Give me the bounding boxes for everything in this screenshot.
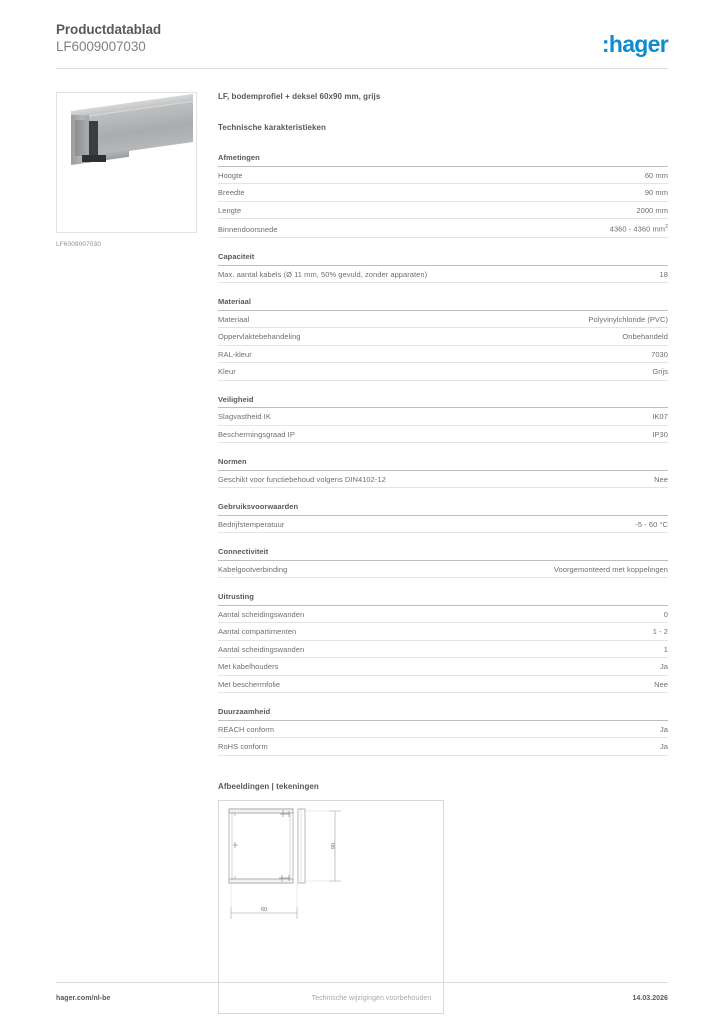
spec-value: Ja: [659, 742, 668, 751]
page-title: Productdatablad: [56, 22, 162, 37]
spec-value: 2000 mm: [636, 205, 668, 215]
spec-row: [218, 219, 668, 238]
spec-value-superscript: 2: [665, 224, 668, 230]
spec-row: [218, 311, 668, 329]
trunking-illustration: [65, 111, 193, 173]
spec-row: [218, 516, 668, 534]
spec-value: Nee: [654, 679, 668, 689]
footer-website[interactable]: hager.com/nl-be: [56, 995, 111, 1002]
footer-date: 14.03.2026: [632, 995, 668, 1002]
spec-group-title: Afmetingen: [218, 153, 668, 167]
footer-disclaimer: Technische wijzigingen voorbehouden: [311, 995, 432, 1002]
spec-label: Kleur: [218, 367, 236, 376]
spec-label: Oppervlaktebehandeling: [218, 332, 301, 341]
spec-row: [218, 167, 668, 185]
spec-label: RoHS conform: [218, 742, 268, 751]
spec-label: Binnendoorsnede: [218, 224, 278, 234]
footer-divider: [56, 982, 668, 983]
spec-group: [218, 252, 668, 283]
spec-group-title: Materiaal: [218, 297, 668, 311]
spec-label: Slagvastheid IK: [218, 412, 271, 421]
spec-value: [600, 223, 668, 234]
spec-row: [218, 426, 668, 444]
spec-label: Kabelgootverbinding: [218, 564, 288, 574]
spec-value: Ja: [659, 662, 668, 671]
spec-row: [218, 641, 668, 659]
spec-value: Polyvinylchloride (PVC): [588, 314, 668, 324]
spec-group-title: Gebruiksvoorwaarden: [218, 502, 668, 516]
spec-value: IP30: [652, 429, 668, 439]
spec-group: [218, 297, 668, 381]
spec-label: Materiaal: [218, 314, 250, 324]
spec-label: Max. aantal kabels (Ø 11 mm, 50% gevuld, zonder apparaten): [218, 269, 428, 279]
spec-group: [218, 592, 668, 693]
spec-group: [218, 395, 668, 444]
cross-section-drawing-svg: [219, 801, 443, 1013]
spec-group-title: Capaciteit: [218, 252, 668, 266]
spec-row: [218, 266, 668, 284]
header-divider: [56, 68, 668, 69]
spec-group: [218, 153, 668, 238]
product-reference: LF6009007030: [56, 39, 146, 54]
spec-row: [218, 202, 668, 220]
spec-row: [218, 561, 668, 579]
spec-group-title: Uitrusting: [218, 592, 668, 606]
product-image-caption: LF6009007030: [56, 241, 101, 248]
drawing-height-dimension: 90: [331, 842, 337, 849]
spec-value: 1 - 2: [652, 627, 668, 636]
spec-label: Geschikt voor functiebehoud volgens DIN4102-12: [218, 474, 386, 484]
spec-value: 90 mm: [644, 188, 668, 197]
spec-row: [218, 328, 668, 346]
spec-value: 7030: [651, 349, 668, 359]
spec-value: Onbehandeld: [622, 332, 668, 341]
spec-label: Bedrijfstemperatuur: [218, 519, 285, 529]
spec-group: [218, 457, 668, 488]
spec-label: Beschermingsgraad IP: [218, 429, 295, 439]
spec-value: Grijs: [652, 367, 668, 376]
spec-value: 60 mm: [644, 170, 668, 180]
product-figure: [56, 92, 197, 248]
spec-label: RAL-kleur: [218, 349, 252, 359]
spec-label: Aantal scheidingswanden: [218, 609, 305, 619]
spec-value: 18: [659, 269, 668, 279]
trunking-divider-foot: [82, 155, 106, 162]
spec-value: Nee: [654, 474, 668, 484]
spec-value: -5 - 60 °C: [635, 519, 668, 529]
spec-group: [218, 547, 668, 578]
spec-row: [218, 346, 668, 364]
trunking-end-cavity: [75, 120, 86, 156]
spec-group-title: Normen: [218, 457, 668, 471]
spec-label: Aantal compartimenten: [218, 627, 297, 636]
trunking-divider-wall: [89, 121, 98, 159]
spec-row: [218, 606, 668, 624]
spec-value: 1: [663, 644, 668, 654]
spec-row: [218, 408, 668, 426]
product-name: LF, bodemprofiel + deksel 60x90 mm, grijs: [218, 92, 381, 101]
spec-value: 0: [663, 609, 668, 619]
spec-row: [218, 363, 668, 381]
spec-group: [218, 707, 668, 756]
spec-label: Breedte: [218, 188, 245, 197]
spec-group-title: Duurzaamheid: [218, 707, 668, 721]
spec-value-text: 4360 - 4360 mm: [609, 224, 666, 234]
technical-characteristics-title: Technische karakteristieken: [218, 123, 326, 132]
spec-label: REACH conform: [218, 724, 275, 734]
spec-value: IK07: [652, 412, 668, 421]
spec-value: Voorgemonteerd met koppelingen: [553, 564, 668, 574]
spec-group-title: Veiligheid: [218, 395, 668, 409]
spec-groups: [218, 153, 668, 756]
spec-row: [218, 658, 668, 676]
spec-row: [218, 184, 668, 202]
spec-label: Hoogte: [218, 170, 243, 180]
spec-group: [218, 502, 668, 533]
drawing-width-dimension: 60: [260, 906, 268, 913]
spec-group-title: Connectiviteit: [218, 547, 668, 561]
spec-row: [218, 738, 668, 756]
spec-label: Met kabelhouders: [218, 662, 279, 671]
spec-label: Aantal scheidingswanden: [218, 644, 305, 654]
spec-row: [218, 676, 668, 694]
spec-row: [218, 471, 668, 489]
product-image: [56, 92, 197, 233]
spec-value: Ja: [659, 724, 668, 734]
drawings-title: Afbeeldingen | tekeningen: [218, 781, 319, 791]
specifications-column: [218, 92, 668, 1014]
spec-label: Met beschermfolie: [218, 679, 281, 689]
hager-logo: :hager: [601, 31, 668, 57]
spec-label: Lengte: [218, 205, 242, 215]
drawings-section: [218, 782, 668, 1014]
page-header: [56, 22, 668, 70]
spec-row: [218, 721, 668, 739]
spec-row: [218, 623, 668, 641]
page-footer: [56, 995, 668, 1002]
